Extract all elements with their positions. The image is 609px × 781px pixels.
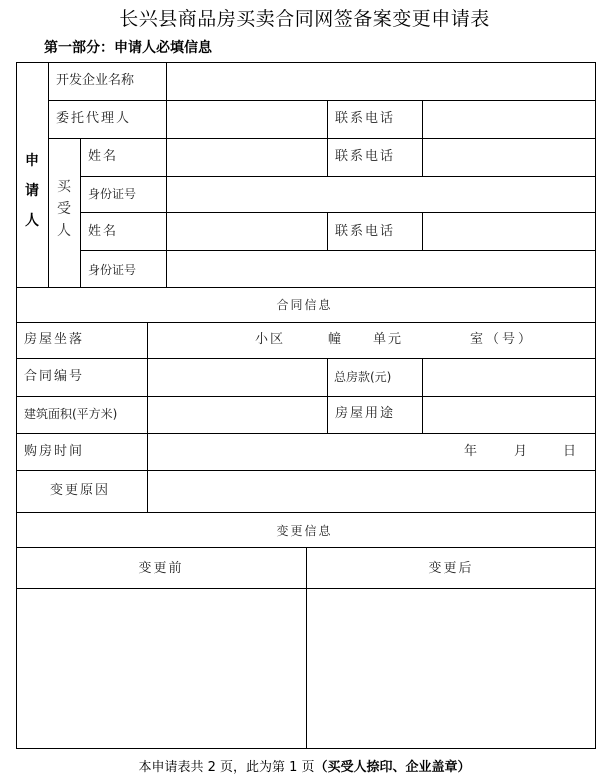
buyer2-name-field[interactable] xyxy=(167,213,327,250)
location-part-community: 小区 xyxy=(255,332,286,347)
total-price-label: 总房款(元) xyxy=(334,370,392,384)
before-change-header: 变更前 xyxy=(138,561,184,576)
table-right-border xyxy=(595,62,596,749)
signature-note: （买受人捺印、企业盖章） xyxy=(314,760,471,775)
date-day-label: 日 xyxy=(563,444,577,459)
page-count-text: 本申请表共 2 页，此为第 1 页 xyxy=(138,760,315,775)
after-change-field[interactable] xyxy=(307,589,595,748)
agent-field[interactable] xyxy=(167,101,327,138)
divider xyxy=(16,512,596,513)
change-reason-field[interactable] xyxy=(148,471,595,512)
applicant-group-label xyxy=(22,146,42,236)
date-month-label: 月 xyxy=(514,444,528,459)
before-change-field[interactable] xyxy=(17,589,306,748)
purchase-date-field[interactable] xyxy=(148,434,595,470)
purchase-date-label: 购房时间 xyxy=(24,444,85,459)
buyer-group-label xyxy=(54,176,74,242)
contract-no-label: 合同编号 xyxy=(24,369,85,384)
contract-info-header: 合同信息 xyxy=(276,298,333,312)
buyer2-id-label: 身份证号 xyxy=(88,263,137,277)
buyer1-name-field[interactable] xyxy=(167,139,327,176)
buyer1-id-label: 身份证号 xyxy=(88,187,137,201)
location-part-building: 幢 xyxy=(328,332,342,347)
buyer2-name-label: 姓名 xyxy=(88,224,119,239)
usage-field[interactable] xyxy=(423,397,595,433)
location-part-unit: 单元 xyxy=(373,332,404,347)
developer-name-label: 开发企业名称 xyxy=(56,73,135,88)
agent-phone-field[interactable] xyxy=(423,101,595,138)
divider xyxy=(327,212,328,250)
location-label: 房屋坐落 xyxy=(24,332,85,347)
buyer1-name-label: 姓名 xyxy=(88,149,119,164)
applicant-group-text: 申请人 xyxy=(25,153,39,229)
section-title: 第一部分：申请人必填信息 xyxy=(44,40,212,56)
after-change-header: 变更后 xyxy=(428,561,474,576)
date-year-label: 年 xyxy=(464,444,478,459)
change-info-header: 变更信息 xyxy=(276,524,333,538)
buyer2-phone-label: 联系电话 xyxy=(335,224,396,239)
page-footer xyxy=(0,756,609,775)
total-price-field[interactable] xyxy=(423,359,595,396)
usage-label: 房屋用途 xyxy=(335,406,396,421)
divider xyxy=(327,358,328,433)
location-part-room: 室（号） xyxy=(470,332,535,347)
developer-name-field[interactable] xyxy=(167,63,595,100)
contract-no-field[interactable] xyxy=(148,359,327,396)
change-reason-label: 变更原因 xyxy=(50,483,111,498)
form-title: 长兴县商品房买卖合同网签备案变更申请表 xyxy=(119,8,490,30)
agent-label: 委托代理人 xyxy=(56,111,132,126)
buyer1-phone-label: 联系电话 xyxy=(335,149,396,164)
buyer1-id-field[interactable] xyxy=(167,177,595,212)
divider xyxy=(48,62,49,287)
buyer1-phone-field[interactable] xyxy=(423,139,595,176)
divider xyxy=(16,287,596,288)
agent-phone-label: 联系电话 xyxy=(335,111,396,126)
buyer2-id-field[interactable] xyxy=(167,251,595,287)
buyer-group-text: 买受人 xyxy=(57,179,71,239)
area-label: 建筑面积(平方米) xyxy=(24,407,118,421)
buyer2-phone-field[interactable] xyxy=(423,213,595,250)
area-field[interactable] xyxy=(148,397,327,433)
